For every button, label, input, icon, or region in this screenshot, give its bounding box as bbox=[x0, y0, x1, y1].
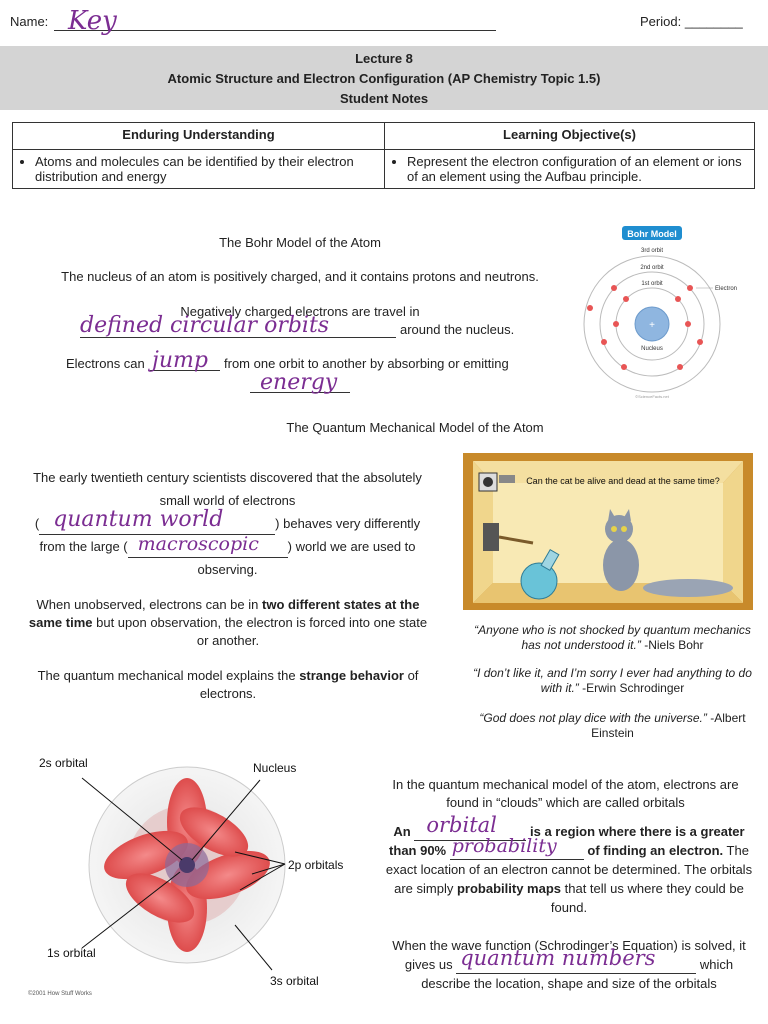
quantum-p1: The early twentieth century scientists discovered that the absolutely small world of electrons ( quantum world ) behaves very differently from the large ( macroscopic ) world we are used to observing. bbox=[33, 470, 422, 577]
orbitals-p1: In the quantum mechanical model of the atom, electrons are found in “clouds” which are called orbitals bbox=[392, 777, 739, 810]
label-electron: Electron bbox=[715, 286, 738, 292]
bohr-blank-energy: energy bbox=[260, 370, 338, 395]
orbitals-p2: An orbital is a region where there is a greater than 90% probability of finding an electron. The exact location of an electron cannot be determined. The orbitals are simply probability maps that tell us where they could be found. bbox=[385, 813, 753, 915]
col2-header: Learning Objective(s) bbox=[385, 123, 755, 150]
objectives-table bbox=[12, 122, 755, 189]
bohr-blank-jump: jump bbox=[152, 348, 208, 373]
label-2s: 2s orbital bbox=[39, 756, 88, 770]
quantum-title: The Quantum Mechanical Model of the Atom bbox=[286, 420, 544, 435]
quote-schrodinger: “I don’t like it, and I’m sorry I ever had anything to do with it.” -Erwin Schrodinger bbox=[473, 666, 752, 695]
period-blank: ________ bbox=[684, 14, 743, 29]
name-value: Key bbox=[68, 6, 117, 36]
label-orbit2: 2nd orbit bbox=[640, 265, 664, 271]
poison-flask bbox=[521, 563, 557, 599]
period-label: Period: bbox=[640, 14, 682, 29]
hammer-device bbox=[499, 475, 515, 483]
label-3s: 3s orbital bbox=[270, 974, 319, 988]
orbital-credit: ©2001 How Stuff Works bbox=[28, 991, 92, 997]
label-2p: 2p orbitals bbox=[288, 858, 344, 872]
label-nucleus: Nucleus bbox=[253, 761, 297, 775]
bohr-title: The Bohr Model of the Atom bbox=[219, 235, 381, 250]
schrodinger-cat-cartoon bbox=[463, 453, 753, 610]
bohr-credit: ©ScienceFacts.net bbox=[635, 394, 669, 399]
bohr-diagram bbox=[578, 222, 746, 402]
label-orbit3: 3rd orbit bbox=[640, 248, 664, 254]
bohr-p3-line bbox=[66, 348, 546, 372]
bohr-p3a: Electrons can bbox=[66, 356, 145, 371]
blank-orbital: orbital bbox=[426, 813, 497, 837]
quote-einstein: “God does not play dice with the universe.” -Albert Einstein bbox=[479, 711, 746, 740]
wall-socket bbox=[483, 523, 499, 551]
bohr-p1: The nucleus of an atom is positively charged, and it contains protons and neutrons. bbox=[61, 269, 539, 284]
bohr-badge: Bohr Model bbox=[627, 229, 677, 239]
quantum-p2: When unobserved, electrons can be in two different states at the same time but upon observation, the electron is forced into one state or another. bbox=[28, 597, 428, 648]
blank-quantum-numbers: quantum numbers bbox=[460, 946, 656, 970]
bohr-model-figure bbox=[578, 222, 746, 402]
quote-bohr: “Anyone who is not shocked by quantum mechanics has not understood it.” -Niels Bohr bbox=[474, 623, 751, 652]
bohr-p2a: Negatively charged electrons are travel in bbox=[180, 304, 420, 319]
cartoon-caption: Can the cat be alive and dead at the same time? bbox=[526, 476, 720, 486]
nucleus-plus: + bbox=[649, 320, 655, 331]
enduring-item: • Atoms and molecules can be identified by their electron distribution and energy bbox=[35, 154, 376, 184]
name-blank bbox=[54, 30, 496, 31]
quantum-p3: The quantum mechanical model explains the strange behavior of electrons. bbox=[37, 668, 419, 701]
period-field bbox=[640, 14, 743, 29]
bohr-p3b: from one orbit to another by absorbing or emitting bbox=[224, 356, 509, 371]
dead-cat bbox=[643, 579, 733, 597]
orbital-figure bbox=[20, 750, 360, 1000]
quantum-p1c: ) world we are used to observing. bbox=[197, 539, 416, 577]
bohr-blank-orbits: defined circular orbits bbox=[80, 313, 330, 338]
lecture-banner bbox=[0, 46, 768, 110]
name-label: Name: bbox=[10, 14, 49, 29]
label-orbit1: 1st orbit bbox=[641, 281, 663, 287]
label-nucleus: Nucleus bbox=[641, 346, 663, 352]
blank-quantum-world: quantum world bbox=[53, 507, 224, 532]
objective-item: • Represent the electron configuration of an element or ions of an element using the Aufbau principle. bbox=[407, 154, 746, 184]
alive-cat bbox=[603, 539, 639, 591]
banner-line3: Student Notes bbox=[339, 91, 429, 106]
col1-header: Enduring Understanding bbox=[13, 123, 385, 150]
blank-macroscopic: macroscopic bbox=[137, 533, 259, 555]
bohr-energy-line bbox=[250, 370, 360, 396]
bohr-p2b: around the nucleus. bbox=[400, 322, 515, 337]
banner-line2: Atomic Structure and Electron Configuration (AP Chemistry Topic 1.5) bbox=[167, 71, 601, 86]
blank-probability: probability bbox=[451, 835, 557, 857]
label-1s: 1s orbital bbox=[47, 946, 96, 960]
name-row bbox=[10, 8, 500, 38]
bohr-p2-line bbox=[78, 313, 538, 343]
quantum-p1b: ) behaves very differently from the large ( bbox=[39, 516, 421, 554]
quantum-p1a: The early twentieth century scientists discovered that the absolutely small world of electrons bbox=[33, 470, 422, 508]
orbitals-p3: When the wave function (Schrodinger’s Equation) is solved, it gives us quantum numbers which describe the location, shape and size of the orbitals bbox=[392, 938, 746, 991]
banner-line1: Lecture 8 bbox=[355, 51, 413, 66]
